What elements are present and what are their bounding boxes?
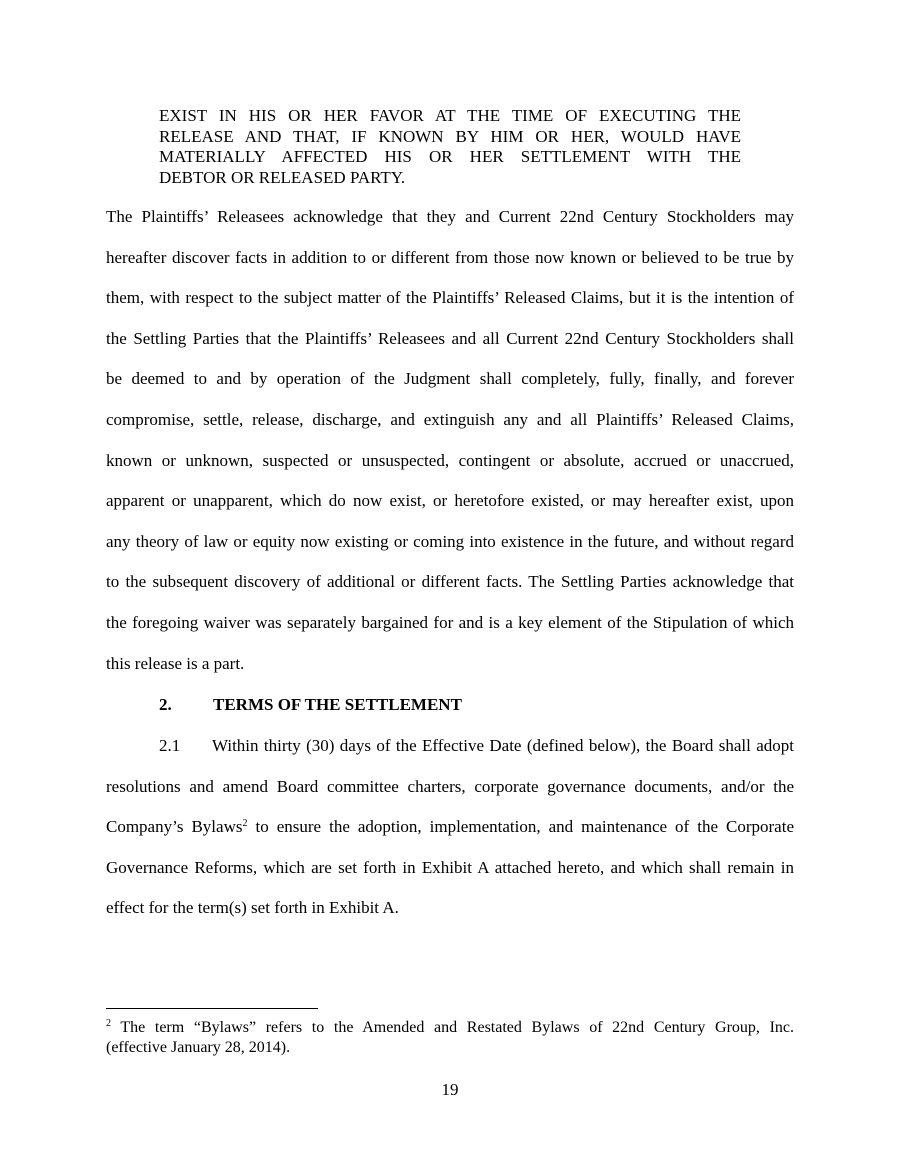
paragraph-line: to the subsequent discovery of additional or different facts. The Settling Parties acknowledge that (106, 572, 794, 592)
footnote-reference[interactable]: 2 (242, 818, 248, 830)
subsection-number: 2.1 (159, 736, 181, 755)
section-title: TERMS OF THE SETTLEMENT (213, 695, 462, 714)
bylaws-text: Company’s Bylaws (106, 817, 243, 837)
block-quote (159, 106, 741, 188)
release-paragraph (106, 207, 794, 694)
footnote-line (106, 1018, 794, 1038)
footnote (106, 1018, 794, 1058)
footnote-line: (effective January 28, 2014). (106, 1039, 291, 1056)
paragraph-line: apparent or unapparent, which do now exist, or heretofore existed, or may hereafter exist, upon (106, 491, 794, 511)
footnote-separator (106, 1008, 318, 1009)
section-number: 2. (159, 695, 172, 714)
paragraph-line: be deemed to and by operation of the Judgment shall completely, fully, finally, and forever (106, 369, 794, 389)
footnote-marker: 2 (106, 1018, 111, 1029)
paragraph-line: any theory of law or equity now existing or coming into existence in the future, and without regard (106, 531, 794, 551)
subsection-text: Within thirty (30) days of the Effective Date (defined below), the Board shall adopt (212, 736, 794, 755)
paragraph-line: the foregoing waiver was separately bargained for and is a key element of the Stipulation of which (106, 612, 794, 632)
quote-line: DEBTOR OR RELEASED PARTY. (159, 167, 406, 187)
paragraph-line: hereafter discover facts in addition to or different from those now known or believed to be true by (106, 247, 794, 267)
paragraph-line: this release is a part. (106, 653, 245, 673)
quote-line: EXIST IN HIS OR HER FAVOR AT THE TIME OF EXECUTING THE (159, 106, 741, 125)
quote-line: MATERIALLY AFFECTED HIS OR HER SETTLEMENT WITH THE (159, 147, 741, 166)
subsection-text: to ensure the adoption, implementation, and maintenance of the Corporate (247, 817, 794, 837)
paragraph-line: The Plaintiffs’ Releasees acknowledge that they and Current 22nd Century Stockholders may (106, 207, 794, 226)
subsection-paragraph (106, 736, 794, 939)
paragraph-line: resolutions and amend Board committee charters, corporate governance documents, and/or the (106, 776, 794, 796)
paragraph-line (106, 736, 794, 777)
paragraph-line: Governance Reforms, which are set forth in Exhibit A attached hereto, and which shall remain in (106, 857, 794, 877)
section-heading (159, 695, 462, 715)
paragraph-line (106, 817, 794, 858)
page-number: 19 (441, 1080, 459, 1099)
paragraph-line: effect for the term(s) set forth in Exhibit A. (106, 898, 399, 918)
quote-line: RELEASE AND THAT, IF KNOWN BY HIM OR HER, WOULD HAVE (159, 126, 741, 146)
paragraph-line: compromise, settle, release, discharge, and extinguish any and all Plaintiffs’ Released Claims, (106, 409, 794, 429)
footnote-text: The term “Bylaws” refers to the Amended and Restated Bylaws of 22nd Century Group, Inc. (111, 1019, 794, 1036)
paragraph-line: the Settling Parties that the Plaintiffs’ Releasees and all Current 22nd Century Stockholders shall (106, 328, 794, 348)
paragraph-line: known or unknown, suspected or unsuspected, contingent or absolute, accrued or unaccrued, (106, 450, 794, 470)
paragraph-line: them, with respect to the subject matter of the Plaintiffs’ Released Claims, but it is the intention of (106, 288, 794, 308)
